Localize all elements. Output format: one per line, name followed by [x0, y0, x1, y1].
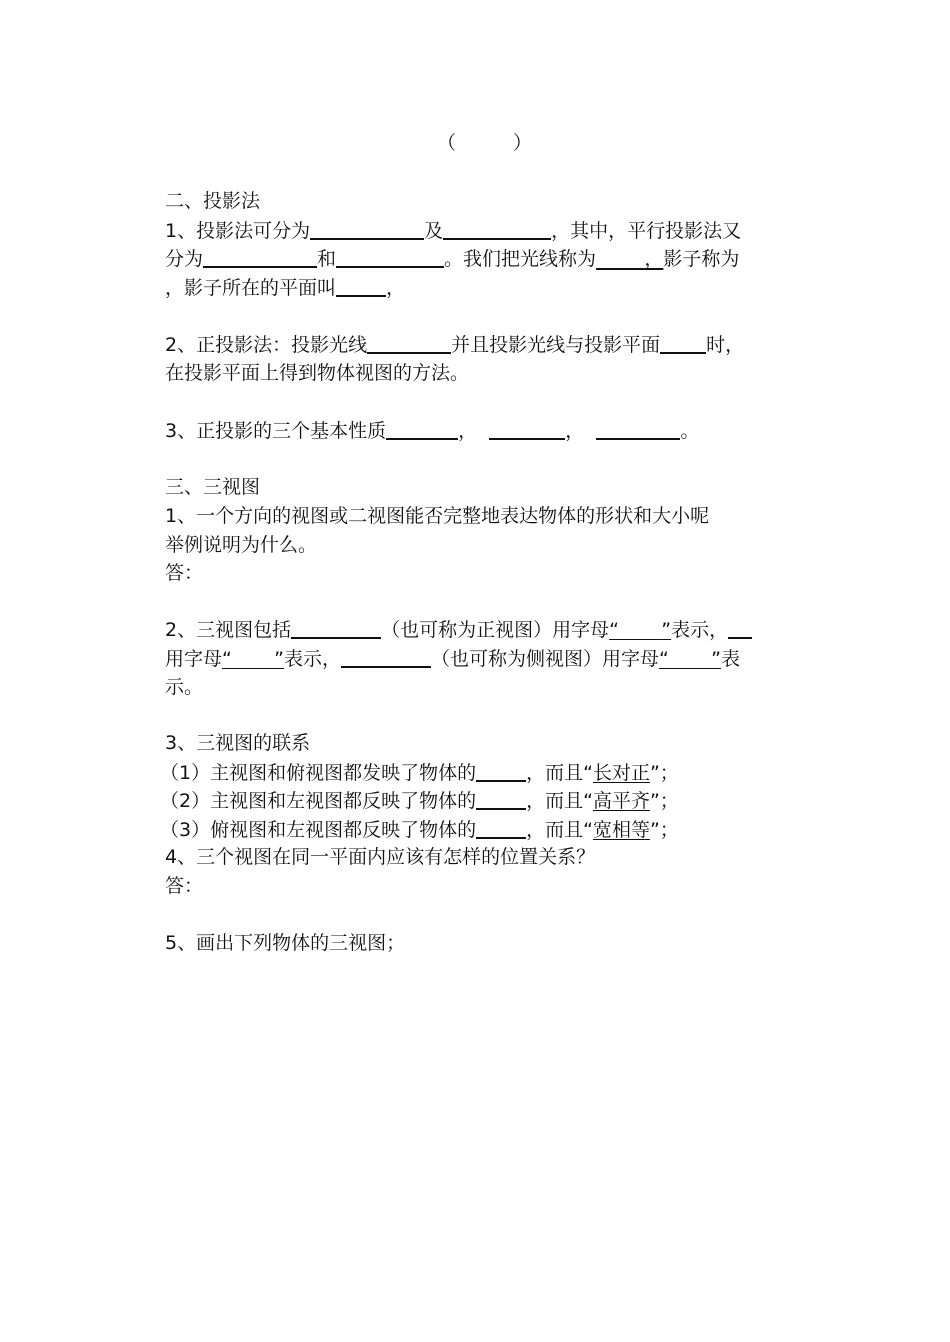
question-text: ”； [649, 819, 679, 841]
question-3-1-line-2: 举例说明为什么。 [165, 534, 318, 556]
question-text: 。 [680, 420, 700, 442]
question-text: （3）俯视图和左视图都反映了物体的 [160, 819, 477, 841]
answer-blank[interactable] [386, 418, 458, 440]
answer-blank[interactable] [476, 817, 526, 839]
question-text: ，而且“ [526, 790, 593, 812]
question-text: ” [711, 648, 721, 670]
answer-blank[interactable] [660, 332, 706, 354]
question-text: ，影子所在的平面叫 [165, 277, 337, 299]
question-2-2-line-2: 在投影平面上得到物体视图的方法。 [165, 362, 470, 384]
question-text: （也可称为正视图）用字母 [381, 619, 610, 641]
key-phrase: 高平齐 [592, 790, 650, 812]
question-3-3-heading: 3、三视图的联系 [165, 732, 311, 754]
question-text: ， [386, 277, 406, 299]
question-text: ， [565, 420, 585, 442]
answer-blank[interactable] [203, 246, 317, 268]
question-text: 及 [424, 220, 444, 242]
question-text: 影子称为 [663, 248, 740, 270]
question-3-2-line-1 [165, 614, 795, 644]
answer-blank[interactable] [476, 760, 526, 782]
question-text: 并且投影光线与投影平面 [451, 334, 661, 356]
answer-blank[interactable] [336, 275, 386, 297]
question-text: （2）主视图和左视图都反映了物体的 [160, 790, 477, 812]
question-text: “ [609, 619, 619, 641]
page-title: （ ） [437, 132, 533, 154]
question-3-2-line-3: 示。 [165, 676, 204, 698]
question-2-1-line-3 [165, 272, 795, 302]
question-3-4: 4、三个视图在同一平面内应该有怎样的位置关系？ [165, 846, 596, 868]
question-3-5: 5、画出下列物体的三视图； [165, 932, 406, 954]
question-2-1-line-1 [165, 215, 795, 245]
question-3-1-line-1: 1、一个方向的视图或二视图能否完整地表达物体的形状和大小呢 [165, 505, 710, 527]
question-2-1-line-2 [165, 243, 795, 273]
question-text: 1、投影法可分为 [165, 220, 311, 242]
question-text: 用字母 [165, 648, 223, 670]
question-2-3 [165, 415, 795, 445]
relation-item [160, 785, 790, 815]
answer-blank[interactable] [596, 418, 680, 440]
question-text: ，而且“ [526, 819, 593, 841]
question-text: 时， [706, 334, 745, 356]
question-text: ， [458, 420, 478, 442]
question-text: 表示， [283, 648, 341, 670]
letter-blank[interactable] [609, 619, 671, 641]
answer-blank[interactable] [476, 788, 526, 810]
answer-blank[interactable] [443, 218, 551, 240]
answer-blank[interactable] [728, 617, 752, 639]
question-3-2-line-2 [165, 643, 795, 673]
section-heading-projection: 二、投影法 [165, 190, 261, 212]
question-text: （1）主视图和俯视图都发映了物体的 [160, 762, 477, 784]
answer-blank[interactable] [336, 246, 444, 268]
question-text: 。我们把光线称为 [444, 248, 597, 270]
answer-blank[interactable] [489, 418, 565, 440]
question-text: ” [661, 619, 672, 641]
answer-label: 答： [165, 562, 204, 584]
question-text: ”； [649, 762, 679, 784]
section-heading-three-views: 三、三视图 [165, 476, 261, 498]
answer-blank[interactable] [341, 646, 431, 668]
question-text: 3、正投影的三个基本性质 [165, 420, 387, 442]
question-text: 和 [317, 248, 337, 270]
question-text: ”； [649, 790, 679, 812]
answer-blank[interactable] [291, 617, 381, 639]
question-text: 2、正投影法：投影光线 [165, 334, 368, 356]
answer-blank[interactable] [596, 248, 663, 270]
question-text: （也可称为侧视图）用字母 [431, 648, 660, 670]
question-text: “ [222, 648, 232, 670]
key-phrase: 宽相等 [592, 819, 650, 841]
question-text: 表 [720, 648, 740, 670]
answer-blank[interactable] [310, 218, 424, 240]
question-text: 分为 [165, 248, 204, 270]
letter-blank[interactable] [659, 648, 721, 670]
relation-item [160, 814, 790, 844]
question-2-2-line-1 [165, 329, 795, 359]
relation-item [160, 757, 790, 787]
answer-blank[interactable] [367, 332, 451, 354]
question-text: ， [644, 248, 664, 270]
letter-blank[interactable] [222, 648, 284, 670]
question-text: “ [659, 648, 669, 670]
question-text: ，而且“ [526, 762, 593, 784]
answer-label: 答： [165, 875, 204, 897]
question-text: ，其中，平行投影法又 [551, 220, 742, 242]
key-phrase: 长对正 [592, 762, 650, 784]
question-text: ” [274, 648, 284, 670]
question-text: 表示， [671, 619, 729, 641]
question-text: 2、三视图包括 [165, 619, 292, 641]
